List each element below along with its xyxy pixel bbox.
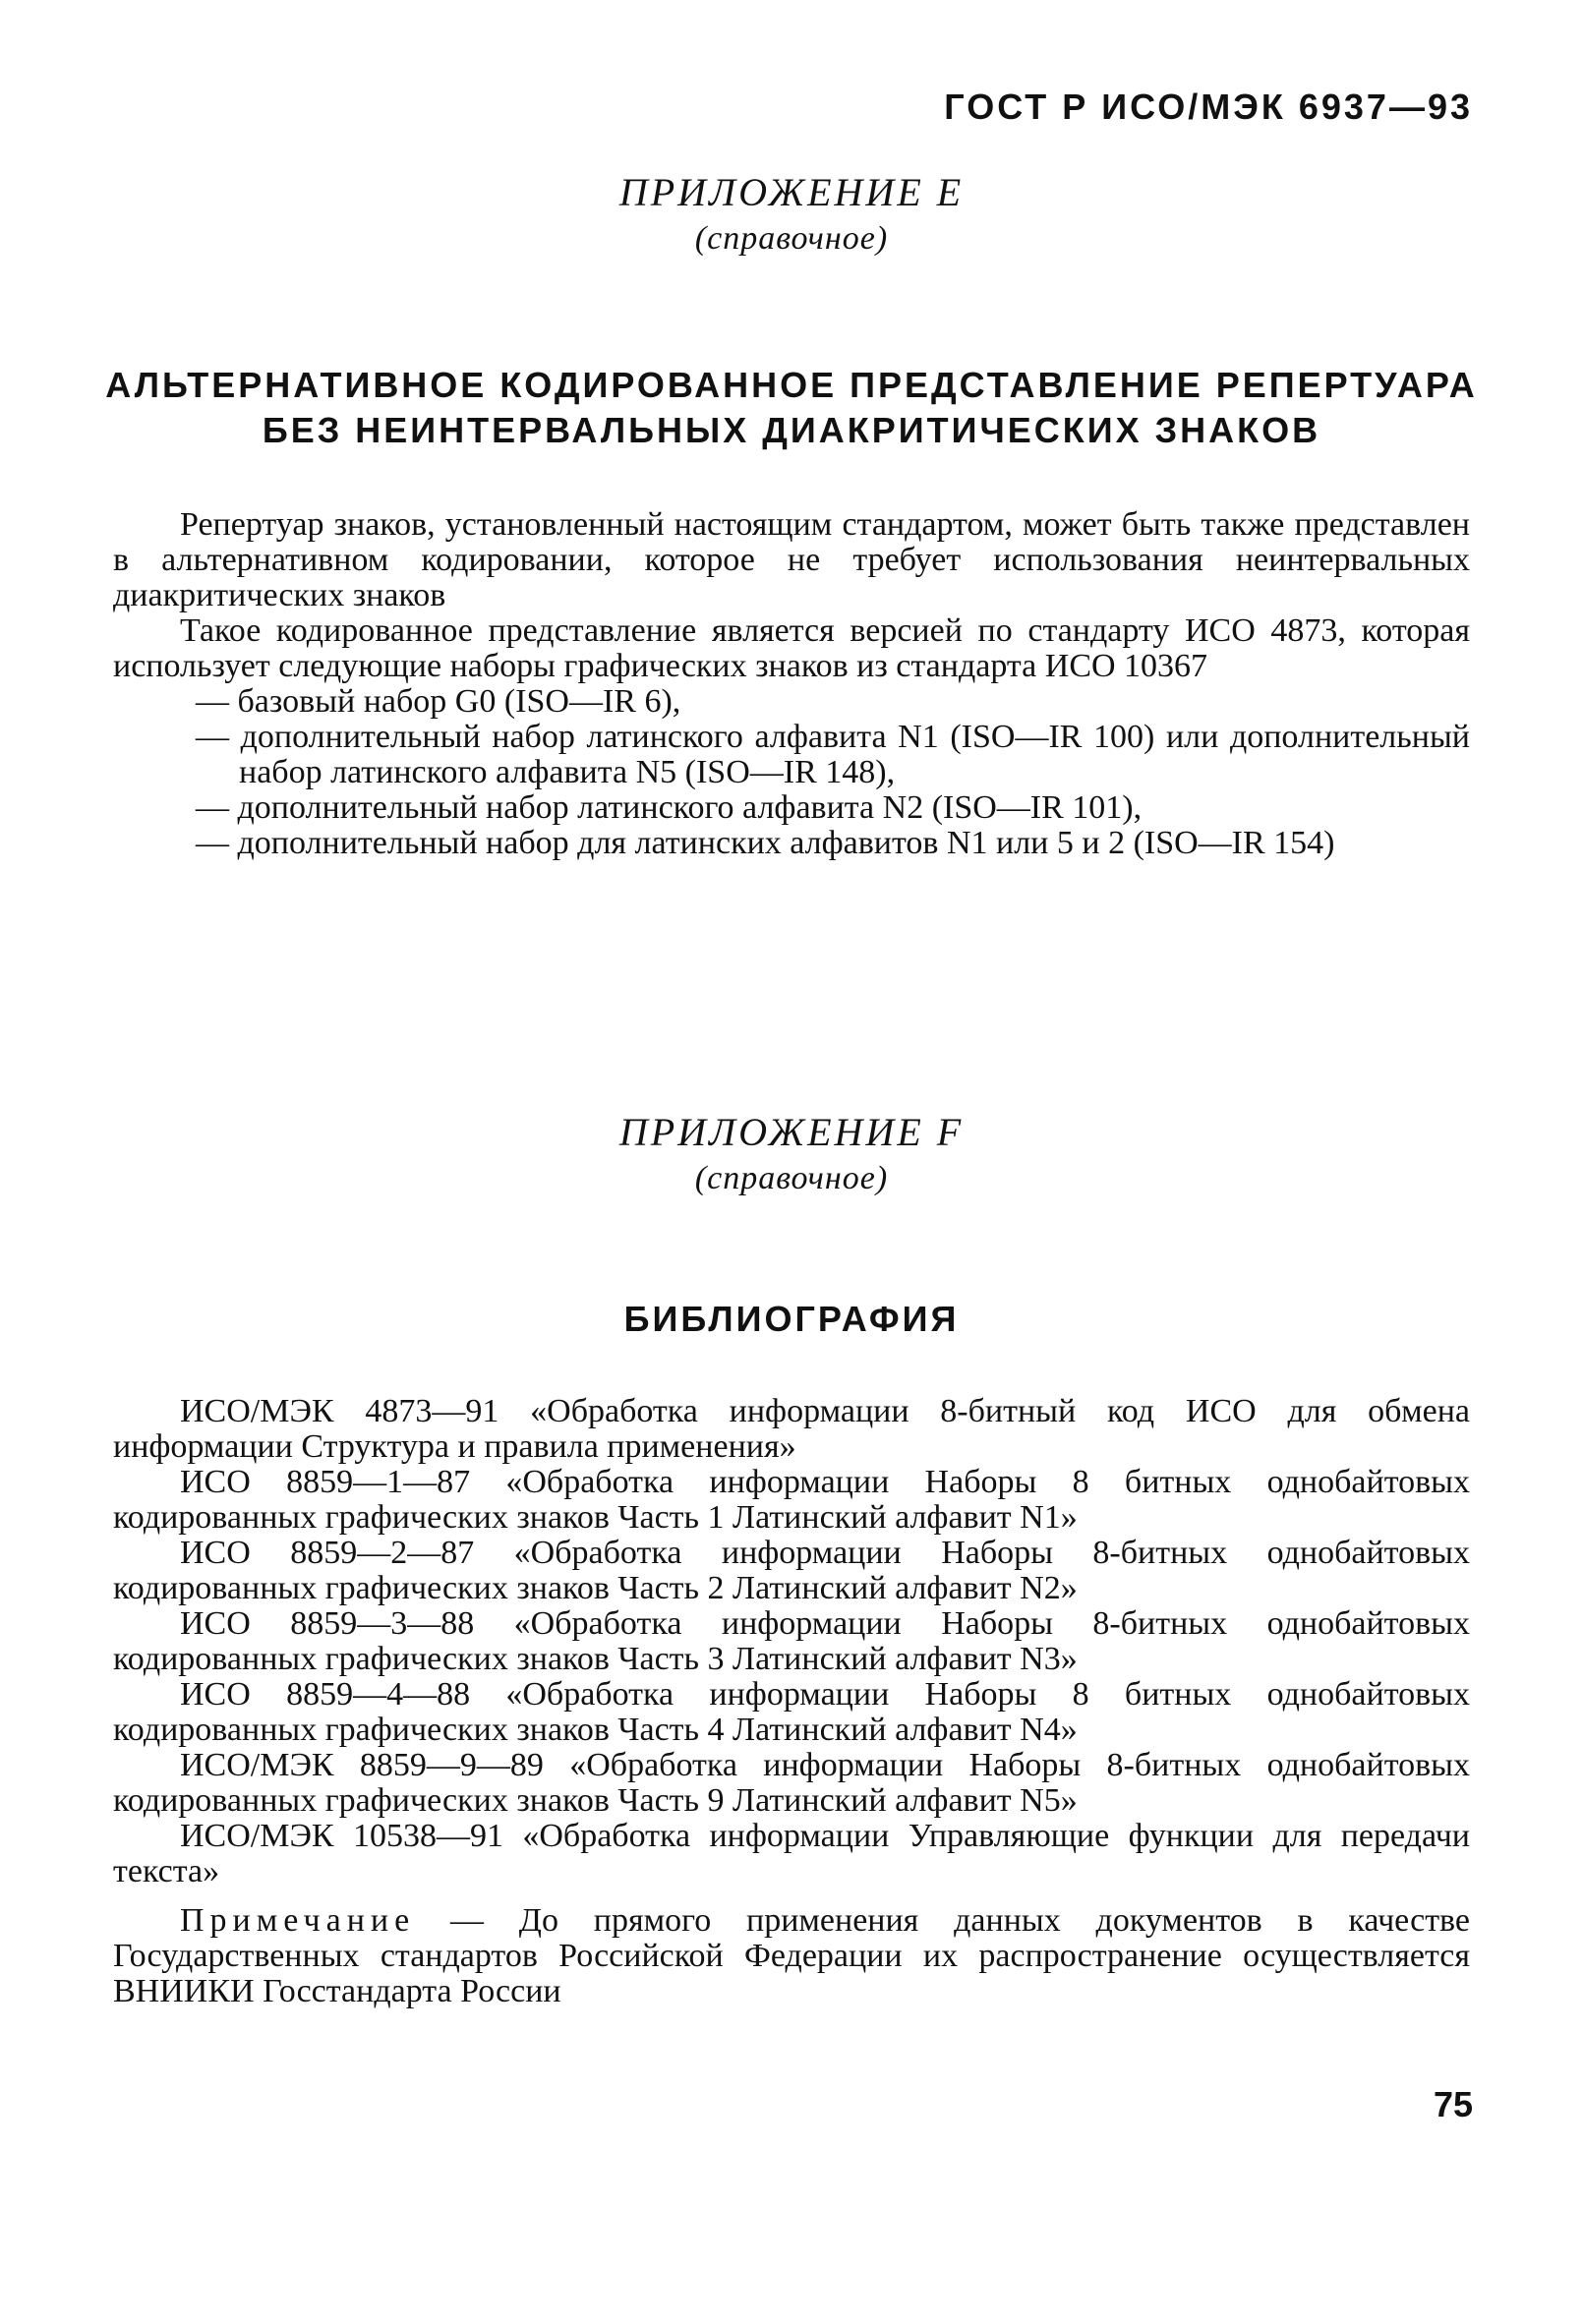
bibliography-item: ИСО 8859—1—87 «Обработка информации Наборы 8 битных однобайтовых кодированных графических знаков Часть 1 Латинский алфавит N1» — [113, 1464, 1470, 1536]
note-text: — До прямого применения данных документов в качестве Государственных стандартов Российской Федерации их распространение осуществляется ВНИИКИ Госстандарта России — [113, 1902, 1470, 2009]
bibliography-heading: БИБЛИОГРАФИЯ — [623, 1299, 960, 1339]
appendix-e-paragraph-1: Репертуар знаков, установленный настоящим стандартом, может быть также представлен в альтернативном кодировании, которое не требует использования неинтервальных диакритических знаков — [113, 506, 1470, 613]
list-item: — базовый набор G0 (ISO—IR 6), — [196, 683, 681, 720]
page-number: 75 — [1433, 2084, 1473, 2124]
bibliography-item: ИСО/МЭК 10538—91 «Обработка информации Управляющие функции для передачи текста» — [113, 1818, 1470, 1889]
appendix-e-title: ПРИЛОЖЕНИЕ Е — [618, 170, 965, 214]
bibliography-item: ИСО/МЭК 4873—91 «Обработка информации 8-битный код ИСО для обмена информации Структура и правила применения» — [113, 1393, 1470, 1465]
bibliography-item: ИСО 8859—3—88 «Обработка информации Наборы 8-битных однобайтовых кодированных графических знаков Часть 3 Латинский алфавит N3» — [113, 1605, 1470, 1677]
appendix-e-heading-line1: АЛЬТЕРНАТИВНОЕ КОДИРОВАННОЕ ПРЕДСТАВЛЕНИЕ РЕПЕРТУАРА — [105, 365, 1478, 405]
appendix-f-title: ПРИЛОЖЕНИЕ F — [618, 1110, 965, 1154]
note-paragraph — [113, 1903, 1470, 2009]
bibliography-item: ИСО/МЭК 8859—9—89 «Обработка информации Наборы 8-битных однобайтовых кодированных графических знаков Часть 9 Латинский алфавит N5» — [113, 1747, 1470, 1819]
appendix-e-heading-line2: БЕЗ НЕИНТЕРВАЛЬНЫХ ДИАКРИТИЧЕСКИХ ЗНАКОВ — [262, 410, 1321, 450]
note-label: Примечание — [180, 1902, 416, 1939]
standard-code-header: ГОСТ Р ИСО/МЭК 6937—93 — [944, 87, 1473, 127]
bibliography-item: ИСО 8859—4—88 «Обработка информации Наборы 8 битных однобайтовых кодированных графических знаков Часть 4 Латинский алфавит N4» — [113, 1676, 1470, 1748]
list-item: — дополнительный набор латинского алфавита N1 (ISO—IR 100) или дополнительный набор латинского алфавита N5 (ISO—IR 148), — [196, 719, 1470, 790]
bibliography-list — [113, 1394, 1470, 1889]
list-item: — дополнительный набор для латинских алфавитов N1 или 5 и 2 (ISO—IR 154) — [196, 825, 1335, 861]
appendix-e-subtitle: (справочное) — [694, 220, 889, 257]
appendix-e-body — [113, 507, 1470, 861]
bibliography-item: ИСО 8859—2—87 «Обработка информации Наборы 8-битных однобайтовых кодированных графических знаков Часть 2 Латинский алфавит N2» — [113, 1535, 1470, 1606]
appendix-f-subtitle: (справочное) — [694, 1160, 889, 1196]
list-item: — дополнительный набор латинского алфавита N2 (ISO—IR 101), — [196, 789, 1143, 826]
appendix-e-paragraph-2: Такое кодированное представление является версией по стандарту ИСО 4873, которая использует следующие наборы графических знаков из стандарта ИСО 10367 — [113, 612, 1470, 684]
